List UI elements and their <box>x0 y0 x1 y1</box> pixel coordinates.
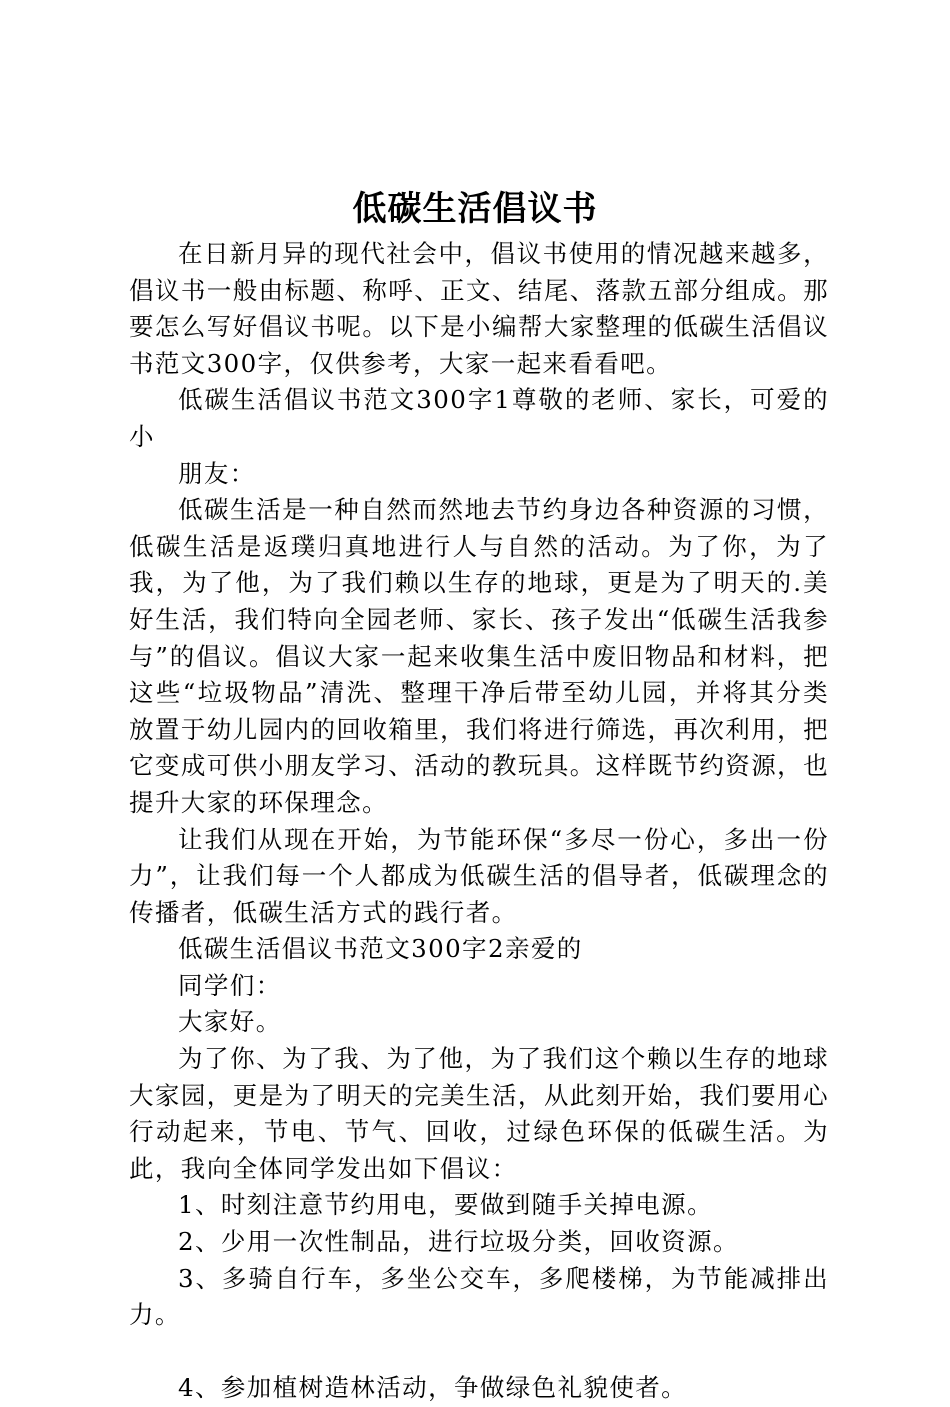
section-1-body-paragraph: 低碳生活是一种自然而然地去节约身边各种资源的习惯，低碳生活是返璞归真地进行人与自然的活动。为了你，为了我，为了他，为了我们赖以生存的地球，更是为了明天的.美好生活，我们特向全园老师、家长、孩子发出“低碳生活我参与”的倡议。倡议大家一起来收集生活中废旧物品和材料，把这些“垃圾物品”清洗、整理干净后带至幼儿园，并将其分类放置于幼儿园内的回收箱里，我们将进行筛选，再次利用，把它变成可供小朋友学习、活动的教玩具。这样既节约资源，也提升大家的环保理念。 <box>129 495 829 817</box>
section-2-salutation: 同学们： <box>178 970 282 1000</box>
section-2-body-paragraph: 为了你、为了我、为了他，为了我们这个赖以生存的地球大家园，更是为了明天的完美生活，从此刻开始，我们要用心行动起来，节电、节气、回收，过绿色环保的低碳生活。为此，我向全体同学发出如下倡议： <box>129 1044 829 1183</box>
section-2-greeting: 大家好。 <box>178 1007 282 1037</box>
proposal-item-3: 3、多骑自行车，多坐公交车，多爬楼梯，为节能减排出力。 <box>129 1263 829 1330</box>
blank-line <box>129 1334 829 1371</box>
section-2-heading: 低碳生活倡议书范文300字2亲爱的 <box>178 934 583 964</box>
proposal-item-4: 4、参加植树造林活动，争做绿色礼貌使者。 <box>178 1373 688 1403</box>
proposal-item-1: 1、时刻注意节约用电，要做到随手关掉电源。 <box>178 1190 713 1220</box>
section-1-closing-paragraph: 让我们从现在开始，为节能环保“多尽一份心，多出一份力”，让我们每一个人都成为低碳生活的倡导者，低碳理念的传播者，低碳生活方式的践行者。 <box>129 824 829 927</box>
section-1-salutation: 朋友： <box>178 458 256 488</box>
document-title: 低碳生活倡议书 <box>352 189 598 229</box>
section-1-heading: 低碳生活倡议书范文300字1尊敬的老师、家长，可爱的小 <box>129 385 829 451</box>
document-body <box>129 236 829 1407</box>
intro-paragraph: 在日新月异的现代社会中，倡议书使用的情况越来越多，倡议书一般由标题、称呼、正文、结尾、落款五部分组成。那要怎么写好倡议书呢。以下是小编帮大家整理的低碳生活倡议书范文300字，仅供参考，大家一起来看看吧。 <box>129 239 829 378</box>
proposal-item-2: 2、少用一次性制品，进行垃圾分类，回收资源。 <box>178 1227 739 1257</box>
